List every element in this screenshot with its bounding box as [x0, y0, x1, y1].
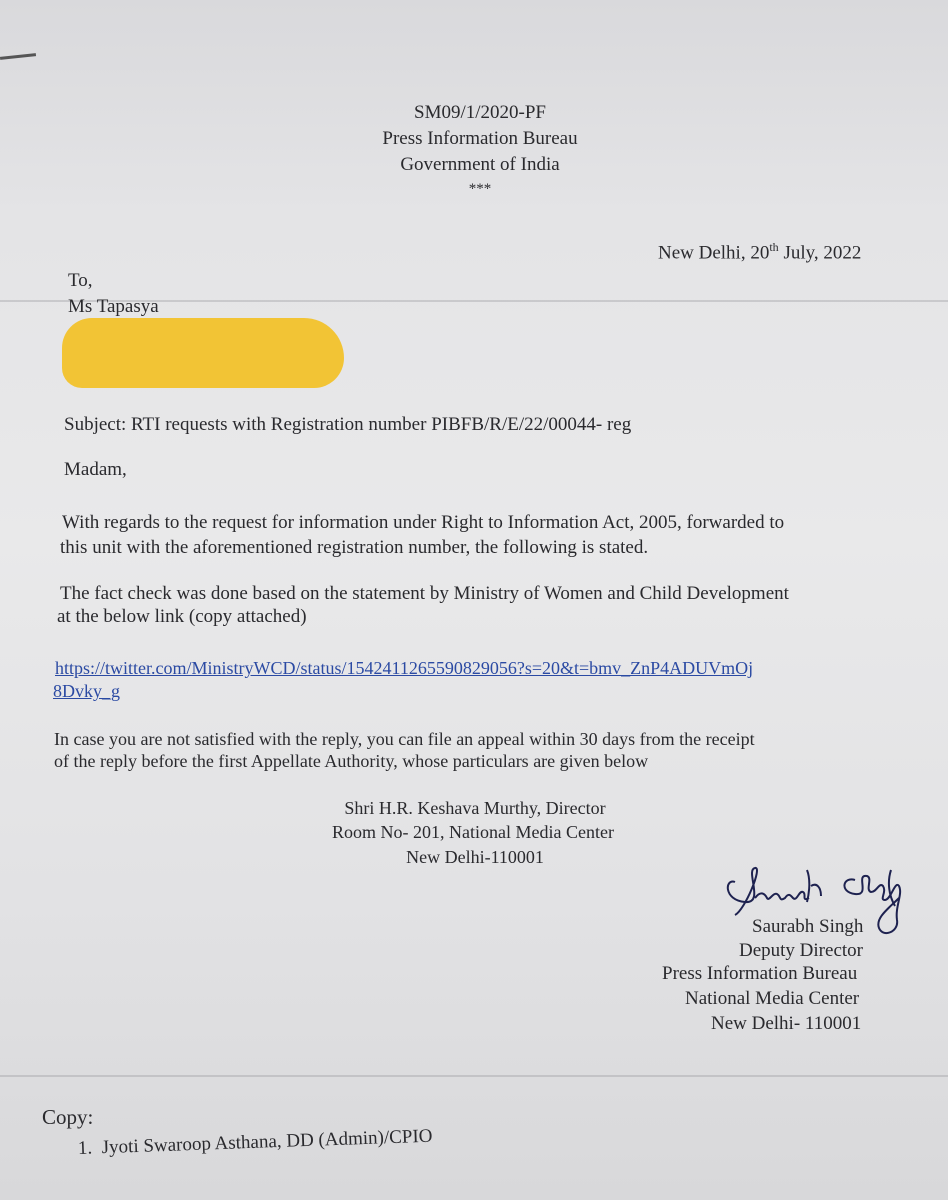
copy-item-number: 1. [77, 1137, 93, 1159]
date-suffix: July, 2022 [778, 242, 862, 264]
twitter-link-continuation[interactable]: 8Dvky_g [53, 681, 120, 701]
paper-fold [0, 1075, 948, 1077]
signatory-name: Saurabh Singh [752, 916, 864, 937]
date-superscript: th [769, 240, 779, 254]
address-redaction [62, 318, 344, 388]
letter-date [658, 236, 861, 264]
appellate-name: Shri H.R. Keshava Murthy, Director [344, 798, 606, 818]
twitter-link[interactable]: https://twitter.com/MinistryWCD/status/1542411265590829056?s=20&t=bmv_ZnP4ADUVmOj [55, 658, 754, 678]
paragraph-2-line-1: The fact check was done based on the statement by Ministry of Women and Child Development [60, 583, 789, 604]
date-prefix: New Delhi, 20 [658, 242, 770, 264]
government-name: Government of India [400, 154, 560, 175]
recipient-name: Ms Tapasya [68, 296, 159, 317]
appeal-line-1: In case you are not satisfied with the reply, you can file an appeal within 30 days from the receipt [54, 729, 755, 749]
paper-edge-mark [0, 53, 36, 60]
signatory-title: Deputy Director [739, 940, 863, 961]
appellate-room: Room No- 201, National Media Center [332, 822, 614, 842]
appeal-line-2: of the reply before the first Appellate Authority, whose particulars are given below [54, 751, 649, 771]
subject-line: Subject: RTI requests with Registration number PIBFB/R/E/22/00044- reg [64, 414, 632, 435]
paragraph-2-line-2: at the below link (copy attached) [57, 606, 307, 627]
header-stars: *** [468, 181, 492, 197]
appellate-city: New Delhi-110001 [406, 847, 544, 867]
paragraph-1-line-2: this unit with the aforementioned registration number, the following is stated. [60, 537, 649, 558]
organization-name: Press Information Bureau [382, 128, 578, 149]
salutation: Madam, [64, 459, 127, 480]
paragraph-1-line-1: With regards to the request for information under Right to Information Act, 2005, forwarded to [62, 512, 785, 533]
signatory-place: National Media Center [685, 988, 860, 1009]
signatory-city: New Delhi- 110001 [711, 1013, 862, 1034]
to-label: To, [68, 270, 93, 291]
signatory-organization: Press Information Bureau [662, 963, 858, 984]
copy-label: Copy: [42, 1105, 94, 1129]
copy-item-text: Jyoti Swaroop Asthana, DD (Admin)/CPIO [101, 1125, 433, 1159]
reference-number: SM09/1/2020-PF [414, 102, 546, 123]
copy-list-item [78, 1126, 433, 1160]
